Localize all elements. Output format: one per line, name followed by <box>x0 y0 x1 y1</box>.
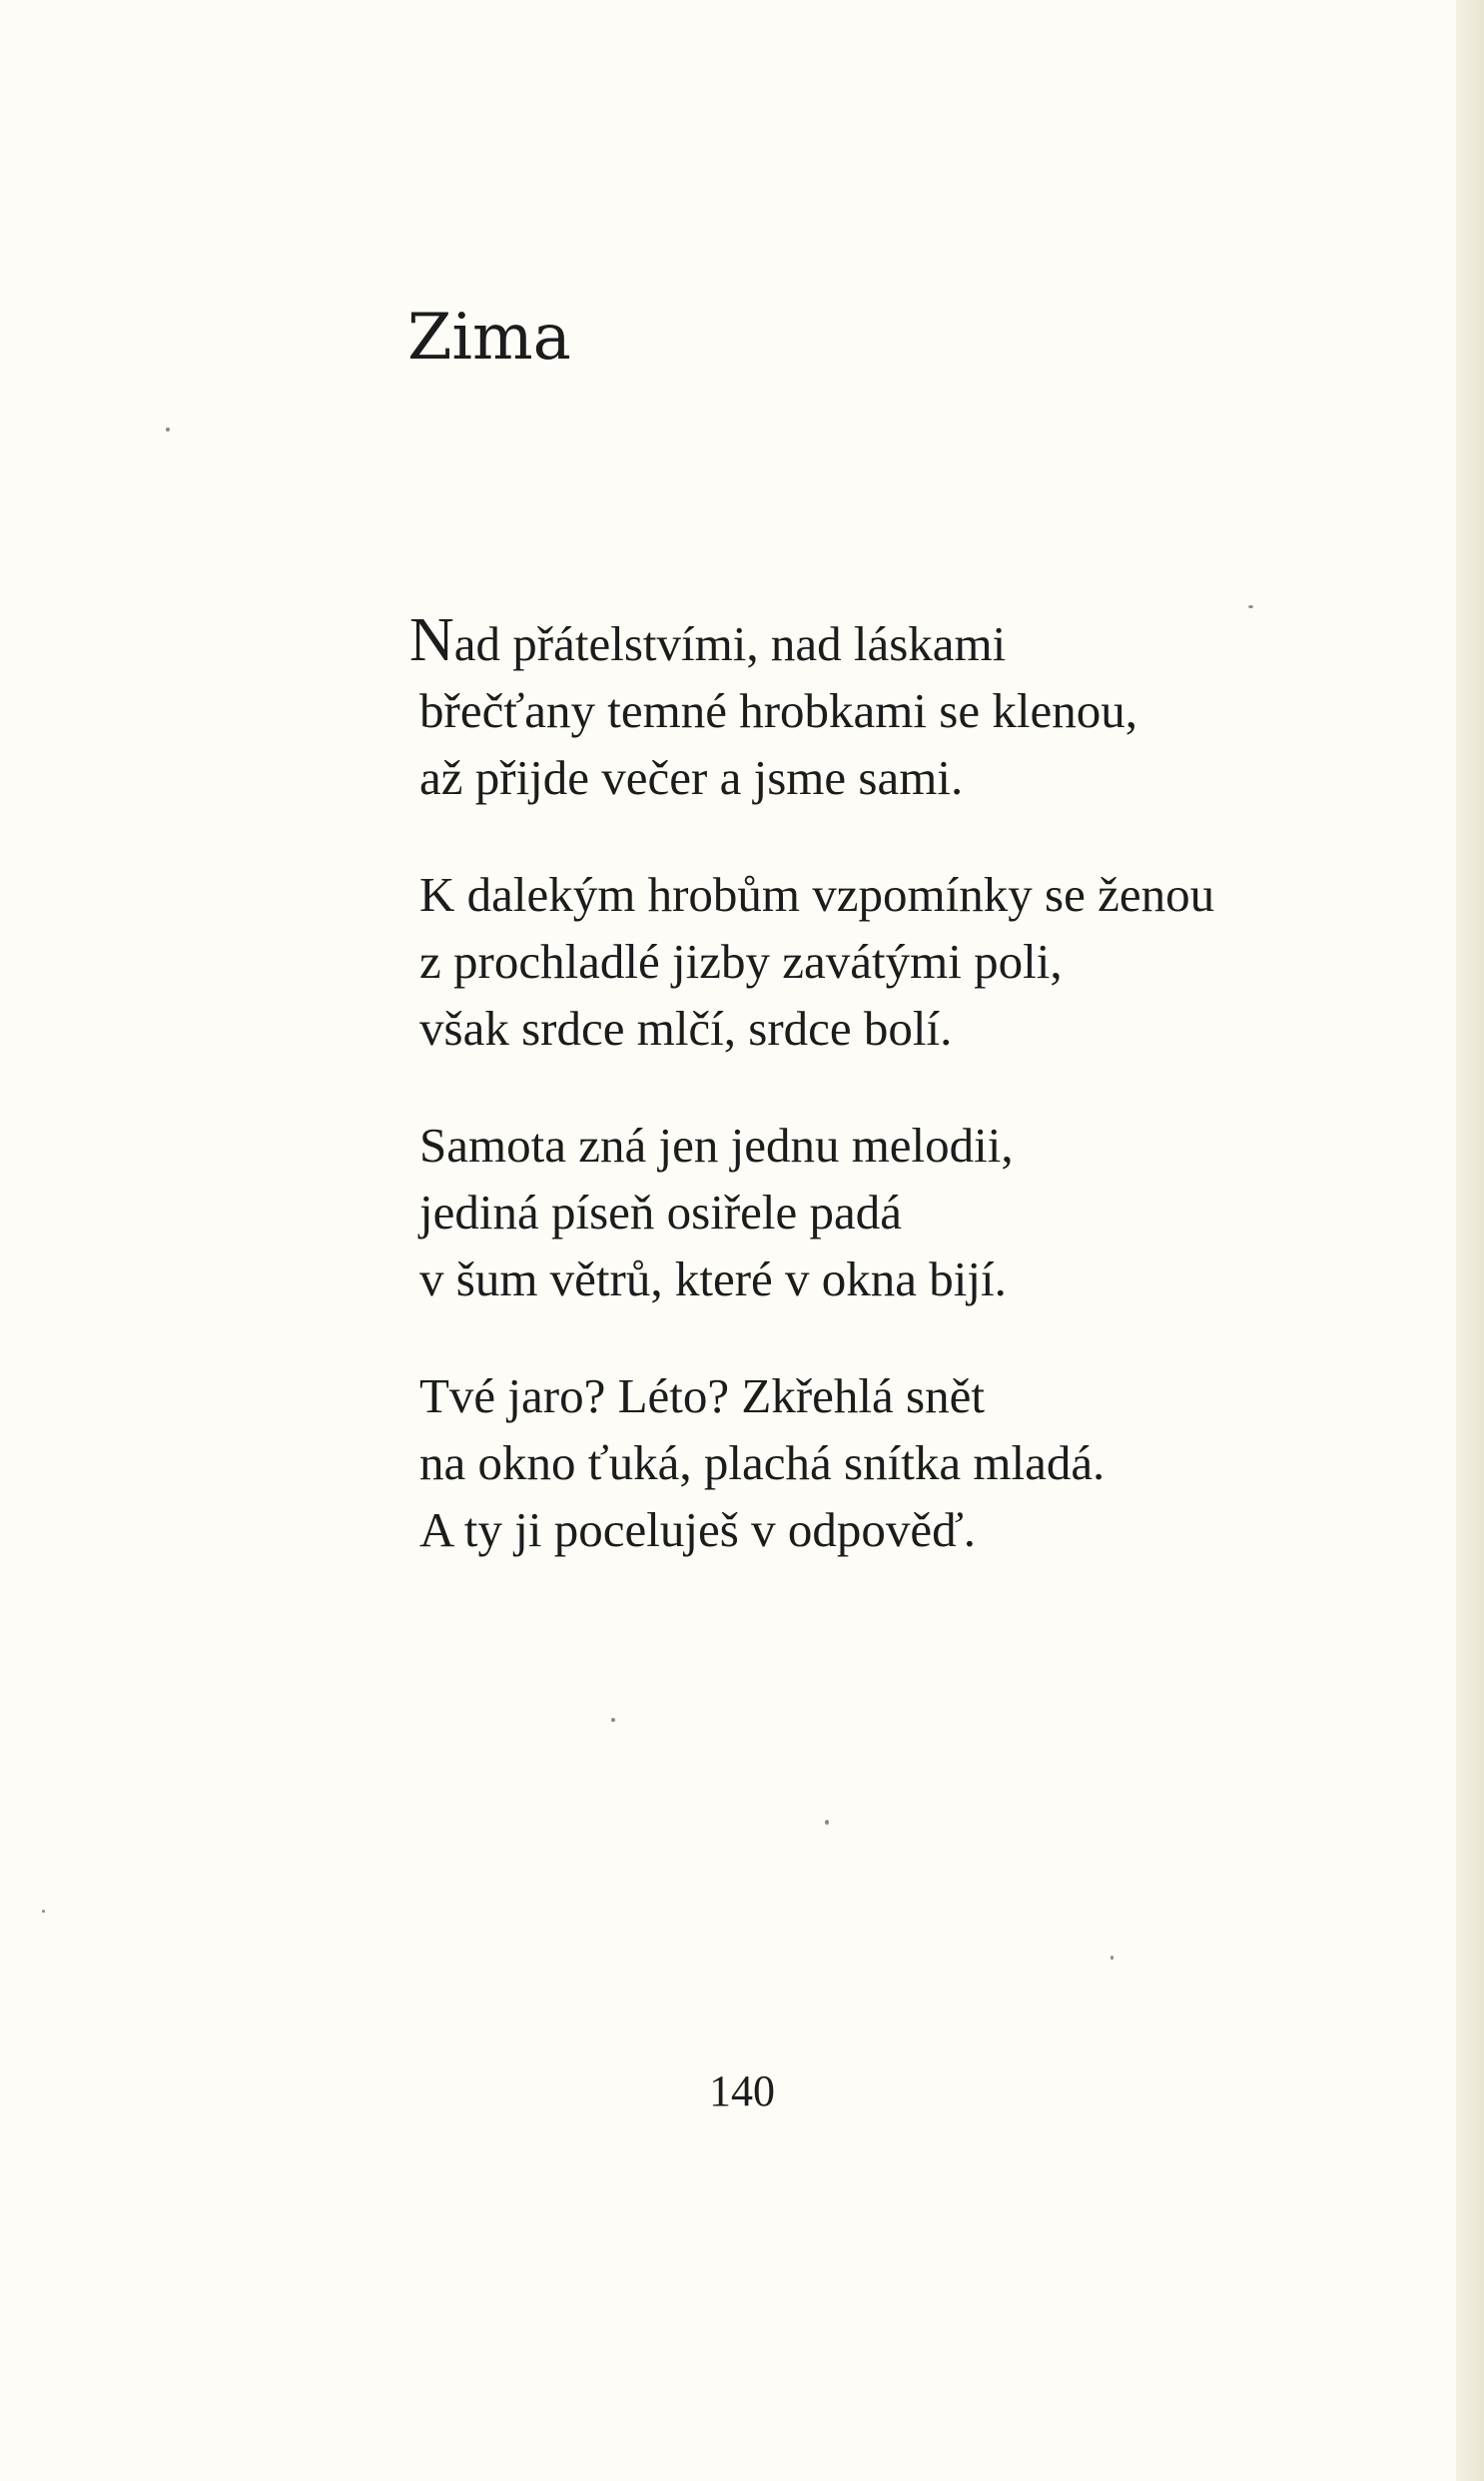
poem-line: na okno ťuká, plachá snítka mladá. <box>419 1435 1106 1490</box>
poem-line: z prochladlé jizby zavátými poli, <box>419 934 1063 989</box>
stanza-4 <box>419 1362 1105 1563</box>
poem-line: Tvé jaro? Léto? Zkřehlá snět <box>419 1368 985 1423</box>
poem-line-text: ad přátelstvími, nad láskami <box>453 616 1007 671</box>
poem-line: jediná píseň osiřele padá <box>419 1185 903 1240</box>
paper-speck <box>825 1820 829 1825</box>
stanza-3 <box>419 1112 1014 1312</box>
poem-line: však srdce mlčí, srdce bolí. <box>419 1001 953 1056</box>
poem-line: K dalekým hrobům vzpomínky se ženou <box>419 867 1215 922</box>
page-number: 140 <box>709 2067 775 2115</box>
poem-line: v šum větrů, které v okna bijí. <box>419 1251 1007 1306</box>
paper-speck <box>42 1910 45 1913</box>
poem-line: až přijde večer a jsme sami. <box>419 750 964 805</box>
poem-title: Zima <box>407 301 571 375</box>
poem-line <box>409 606 1137 677</box>
poem-line: břečťany temné hrobkami se klenou, <box>419 683 1137 738</box>
paper-speck <box>1248 605 1253 608</box>
paper-speck <box>1111 1956 1113 1960</box>
stanza-1 <box>409 606 1137 811</box>
drop-initial: N <box>409 606 454 674</box>
paper-speck <box>611 1718 615 1722</box>
poem-line: A ty ji poceluješ v odpověď. <box>419 1502 976 1557</box>
poem-line: Samota zná jen jednu melodii, <box>419 1118 1014 1173</box>
stanza-2 <box>419 861 1214 1062</box>
paper-speck <box>166 427 170 431</box>
